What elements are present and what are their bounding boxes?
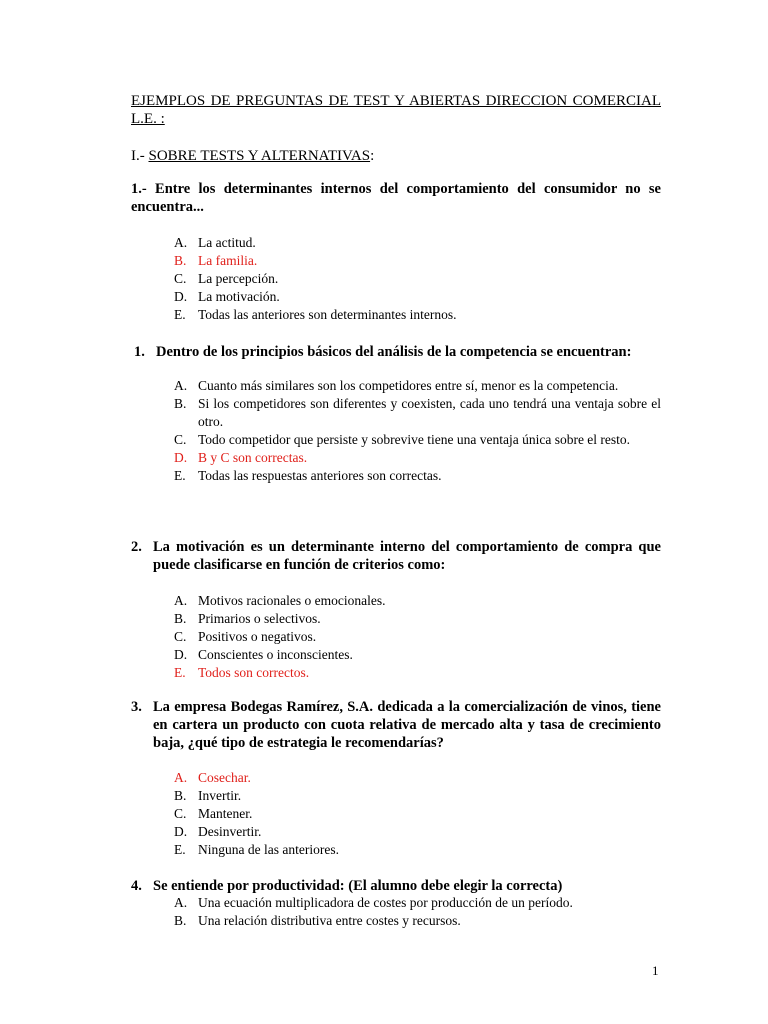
document-title: EJEMPLOS DE PREGUNTAS DE TEST Y ABIERTAS DIRECCION COMERCIAL L.E. : [131,93,661,127]
question-3-options [174,592,661,682]
option: D. Desinvertir. [174,824,262,839]
option: C. Mantener. [174,806,253,821]
question-number: 1.- [131,181,147,197]
option: D. Conscientes o inconscientes. [174,647,353,662]
section-heading [131,147,374,165]
option: B. Invertir. [174,788,242,803]
section-label: SOBRE TESTS Y ALTERNATIVAS [148,148,371,164]
question-2-text [134,343,664,361]
option: B. Una relación distributiva entre costes y recursos. [174,913,461,928]
question-1-text [131,180,661,216]
question-text: La empresa Bodegas Ramírez, S.A. dedicada a la comercialización de vinos, tiene en cartera un producto con cuota relativa de mercado alta y tasa de crecimiento baja, ¿qué tipo de estrategia le recomendarías? [153,699,661,751]
question-2-options [174,377,661,485]
question-1-options [174,234,661,324]
question-text: La motivación es un determinante interno del comportamiento de compra que puede clasificarse en función de criterios como: [153,539,661,573]
option: A. Cuanto más similares son los competidores entre sí, menor es la competencia. [174,378,619,393]
option: B. Si los competidores son diferentes y coexisten, cada uno tendrá una ventaja sobre el otro. [174,396,661,429]
option: B. Primarios o selectivos. [174,611,321,626]
option: E. Ninguna de las anteriores. [174,842,339,857]
question-4-options [174,769,661,859]
option: C. Todo competidor que persiste y sobrevive tiene una ventaja única sobre el resto. [174,432,631,447]
option: A. La actitud. [174,235,256,250]
question-number: 3. [131,699,142,715]
section-suffix: : [370,148,375,164]
question-5-options [174,894,661,930]
section-prefix: I.- [131,148,145,164]
option: C. Positivos o negativos. [174,629,317,644]
question-4-text [131,698,661,752]
question-number: 4. [131,878,142,894]
option: A. Motivos racionales o emocionales. [174,593,386,608]
page-number: 1 [652,963,659,978]
option: E. Todas las respuestas anteriores son correctas. [174,468,442,483]
question-5-text [131,877,661,895]
option: C. La percepción. [174,271,279,286]
question-number: 1. [134,344,145,360]
question-number: 2. [131,539,142,555]
option-correct: D. B y C son correctas. [174,450,308,465]
option-correct: E. Todos son correctos. [174,665,310,680]
option: E. Todas las anteriores son determinantes internos. [174,307,457,322]
document-page [131,92,661,928]
question-text: Se entiende por productividad: (El alumno debe elegir la correcta) [153,878,563,894]
question-text: Entre los determinantes internos del comportamiento del consumidor no se encuentra... [131,181,661,215]
option: A. Una ecuación multiplicadora de costes por producción de un período. [174,895,573,910]
option-correct: A. Cosechar. [174,770,251,785]
option-correct: B. La familia. [174,253,258,268]
option: D. La motivación. [174,289,280,304]
question-3-text [131,538,661,574]
question-text: Dentro de los principios básicos del análisis de la competencia se encuentran: [156,344,632,360]
